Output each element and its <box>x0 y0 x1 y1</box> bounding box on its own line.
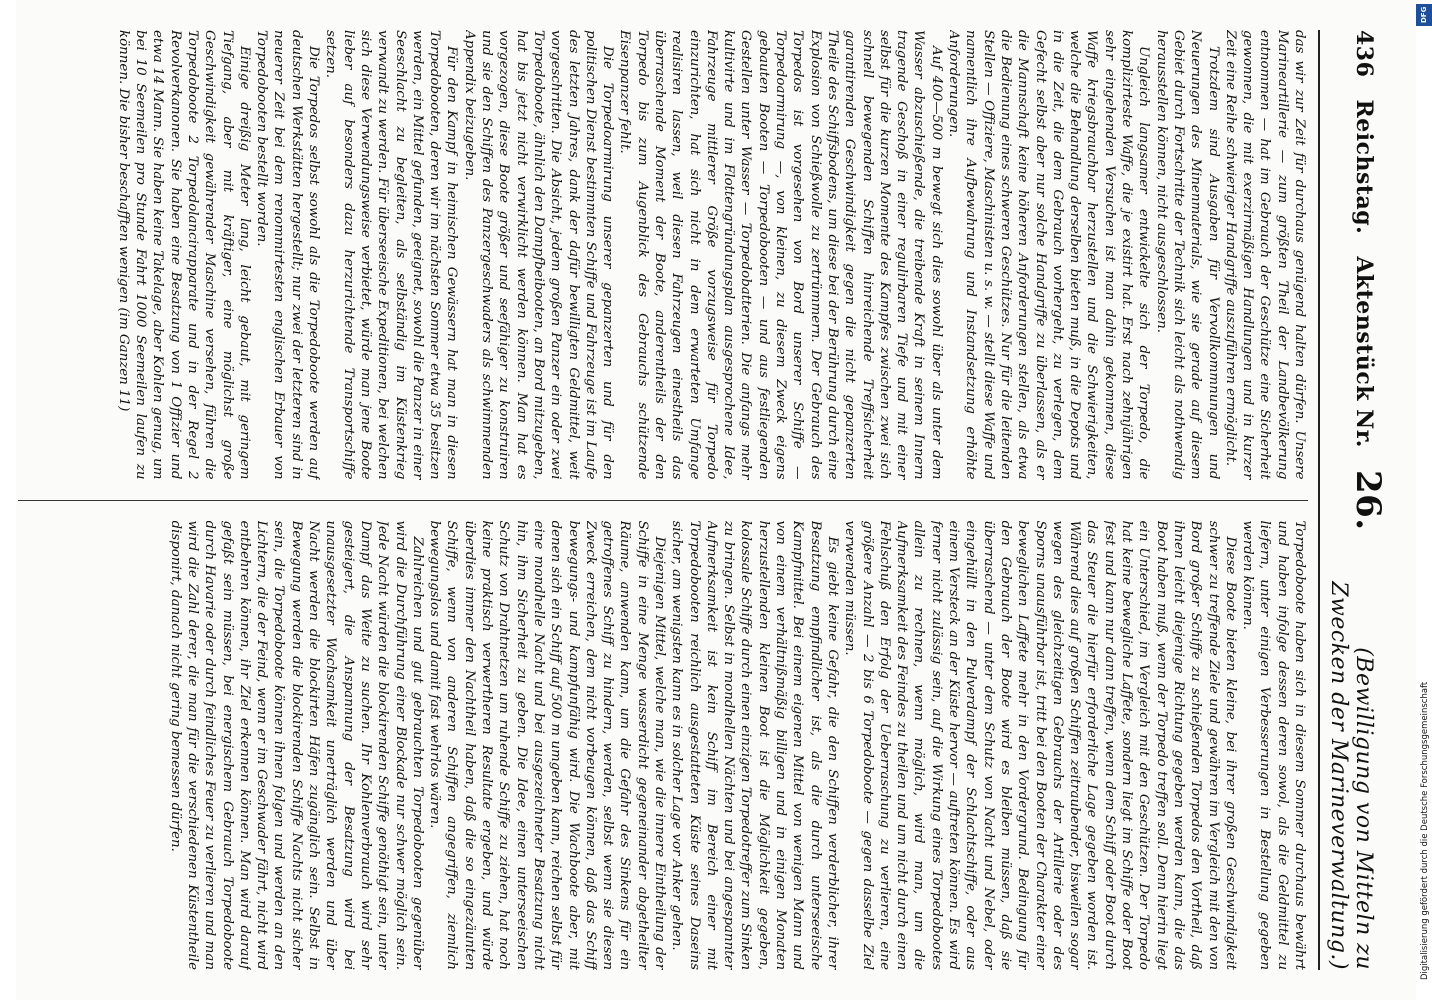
imprint-strip <box>1418 0 1432 1000</box>
header-left: Reichstag. <box>1351 99 1377 235</box>
paragraph: Torpedoboote haben sich in diesem Sommer durchaus bewährt und haben infolge dessen deren sowol, als die Geldmittel zu liefern, unter einigen Verbesserungen in Bestellung gegeben werden können. <box>1240 520 1307 970</box>
text-columns <box>18 30 1308 970</box>
text-column-left <box>18 30 1308 480</box>
paragraph: Einige dreißig Meter lang, leicht gebaut, mit geringem Tiefgang, aber mit kräftiger, eine möglichst große Geschwindigkeit gewährender Maschine versehen, führen die Torpedoboote 2 Torpedolancirapparate und in der Regel 2 Revolverkanonen. Sie haben eine Besatzung von 1 Offizier und etwa 14 Mann. Sie haben keine Takelage, aber Kohlen genug, um bei 10 Seemeilen pro Stunde Fahrt 1000 Seemeilen laufen zu können. Die bisher beschafften wenigen (im Ganzen 11) <box>115 30 252 480</box>
paragraph: Ungleich langsamer entwickelte sich der Torpedo, die komplizirteste Waffe, die je existirt hat. Erst nach zehnjährigen sehr eingehenden Versuchen ist man dahin gekommen, diese Waffe kriegsbrauchbar herzustellen und die Schwierigkeiten, welche die Behandlung derselben bieten muß, in die Depots und in die Zeit, die dem Gebrauch vorhergeht, zu verlegen, dem Gefecht selbst aber nur solche Handgriffe zu überlassen, als er die Mannschaft keine höheren Anforderungen stellen, als etwa die Bedienung eines schweren Geschützes. Nur für die leitenden Stellen — Offiziere, Maschinisten u. s. w. — stellt diese Waffe und namentlich ihre Aufbewahrung und Instandsetzung erhöhte Anforderungen. <box>946 30 1152 480</box>
paragraph: Für den Kampf in heimischen Gewässern hat man in diesen Torpedobooten, deren wir im nächsten Sommer etwa 35 besitzen werden, ein Mittel gefunden, geeignet, sowohl die Panzer in einer Seeschlacht zu begleiten, als selbständig im Küstenkrieg verwandt zu werden. Für überseeische Expeditionen, bei welchen sich diese Verwendungsweise verbietet, würde man jene Boote lieber auf besonders dazu herzurichtende Transportschiffe setzen. <box>323 30 460 480</box>
header-title: (Bewilligung von Mitteln zu Zwecken der Marineverwaltung.) <box>1326 581 1376 970</box>
paragraph: Es giebt keine Gefahr, die den Schiffen verderblicher, ihrer Besatzung empfindlicher ist, als die durch unterseeische Kampfmittel. Bei einem eigenen Mittel von wenigen Mann und von einem verhältnißmäßig billigen und in einigen Monaten herzustellenden kleinen Boot ist die Möglichkeit gegeben, kolossale Schiffe durch einen einzigen Torpedotreffer zum Sinken zu bringen. Selbst in mondhellen Nächten und bei angespannter Aufmerksamkeit ist kein Schiff im Bereich einer mit Torpedobooten reichlich ausgestatteten Küste seines Daseins sicher, am wenigsten kann es in solcher Lage vor Anker gehen. <box>669 520 840 970</box>
paragraph: Die Torpedoarmirung unserer gepanzerten und für den politischen Dienst bestimmten Schiffe und Fahrzeuge ist im Laufe des letzten Jahres, dank der dafür bewilligten Geldmittel, weit vorgeschritten. Die Absicht, jedem großen Panzer ein oder zwei Torpedoboote, ähnlich den Dampfbeibooten, an Bord mitzugeben, hat bis jetzt nicht verwirklicht werden können. Man hat es vorgezogen, diese Boote größer und seefähiger zu konstruiren und sie den Schiffen des Panzergeschwaders als schwimmenden Appendix beizugeben. <box>461 30 616 480</box>
scanned-page <box>16 0 1416 1000</box>
imprint-text: Digitalisierung gefördert durch die Deutsche Forschungsgemeinschaft <box>1420 681 1430 980</box>
page-header <box>1318 30 1388 970</box>
column-divider <box>18 500 1308 501</box>
paragraph: Diese Boote bieten kleine, bei ihrer großen Geschwindigkeit schwer zu treffende Ziele und gewähren im Vergleich mit den von Bord großer Schiffe zu schießenden Torpedos den Vortheil, daß ihnen leicht diejenige Richtung gegeben werden kann, die das Boot haben muß, wenn der Torpedo treffen soll. Denn hierin liegt ein Unterschied, im Vergleich mit den Geschützen. Der Torpedo hat keine bewegliche Laffete, sondern liegt im Schiffe oder Boot fest und kann nur dann treffen, wenn dem Schiff oder Boot durch das Steuer die hierfür erforderliche Lage gegeben worden ist. Während dies auf großen Schiffen zeitraubender, bisweilen sogar wegen des gleichzeitigen Gebrauchs der Artillerie oder des Sporns unausführbar ist, tritt bei den Booten der Charakter einer beweglichen Laffete mehr in den Vordergrund. Bedingung für den Gebrauch der Boote wird es bleiben müssen, daß sie überraschend — unter dem Schutz von Nacht und Nebel, oder eingehüllt in den Pulverdampf der Schlachtschiffe, oder aus einem Versteck an der Küste hervor — auftreten können. Es wird ferner nicht zulässig sein, auf die Wirkung eines Torpedobootes allein zu rechnen, wenn möglich, wird man, um die Aufmerksamkeit des Feindes zu theilen und um nicht durch einen Fehlschuß den Erfolg der Ueberraschung zu verlieren, eine größere Anzahl — 2 bis 6 Torpedoboote — gegen dasselbe Ziel verwenden müssen. <box>842 520 1238 970</box>
paragraph: Auf 400—500 m bewegt sich dies sowohl über als unter dem Wasser abzuschießende, die treibende Kraft in seinem Innern tragende Geschoß in einer regulirbaren Tiefe und mit einer selbst für die kurzen Momente des Kampfes zwischen zwei sich schnell bewegenden Schiffen hinreichende Treffsicherheit garantirenden Geschwindigkeit gegen die nicht gepanzerten Theile des Schiffsbodens, um diese bei der Berührung durch eine Explosion von Schießwolle zu zertrümmern. Der Gebrauch des Torpedos ist vorgesehen von Bord unserer Schiffe — Torpedoarmirung —, von kleinen, zu diesem Zweck eigens gebauten Booten — Torpedobooten — und aus festliegenden Gestellen unter Wasser — Torpedobatterien. Die anfangs mehr kultivirte und im Flottengründungsplan ausgesprochene Idee, Fahrzeuge mittlerer Größe vorzugsweise für Torpedo einzurichten, hat sich nicht in dem erwarteten Umfange realisiren lassen, weil diesen Fahrzeugen einestheils das überraschende Moment der Boote, anderentheils der den Torpedo bis zum Augenblick des Gebrauchs schützende Eisenpanzer fehlt. <box>617 30 944 480</box>
paragraph: Die Torpedos selbst sowohl als die Torpedoboote werden auf deutschen Werkstätten hergestellt; nur zwei der letzteren sind in neuerer Zeit bei dem renommirtesten englischen Erbauer von Torpedobooten bestellt worden. <box>254 30 322 480</box>
text-column-right <box>18 521 1308 971</box>
paragraph: das wir zur Zeit für durchaus genügend halten dürfen. Unsere Marineartillerie — zum größten Theil der Landbevölkerung entnommen — hat im Gebrauch der Geschütze eine Sicherheit gewonnen, die mit exerzirmäßigen Handlungen und in kurzer Zeit eine Reihe schwieriger Handgriffe auszuführen ermöglicht. <box>1222 30 1307 480</box>
paragraph: Zahlreichen und gut gebrauchten Torpedobooten gegenüber wird die Durchführung einer Blockade nur schwer möglich sein. Jede Nacht würden die blockirenden Schiffe genöthigt sein, unter Dampf das Weite zu suchen. Ihr Kohlenverbrauch wird sehr gesteigert, die Anspannung der Besatzung wird bei unausgesetzter Wachsamkeit unerträglich werden und über Nacht werden die blockirten Häfen zugänglich sein. Selbst in Bewegung werden die blockirenden Schiffe Nachts nicht sicher sein, die Torpedoboote können ihnen folgen und werden an den Lichtern, die der Feind, wenn er im Geschwader fährt, nicht wird entbehren können, ihr Ziel erkennen können. Man wird darauf gefaßt sein müssen, bei energischem Gebrauch Torpedoboote durch Havarie oder durch feindliches Feuer zu verlieren und man wird die Zahl derer, die man für die verschiedenen Küstentheile disponirt, danach nicht gering bemessen dürfen. <box>167 520 425 970</box>
paragraph: Trotzdem sind Ausgaben für Vervollkommnungen und Neuerungen des Minenmaterials, wie sie gerade auf diesem Gebiet durch Fortschritte der Technik sich leicht als nothwendig herausstellen können, nicht ausgeschlossen. <box>1153 30 1221 480</box>
dfg-logo: DFG <box>1416 4 1432 26</box>
header-doc-number: 26. <box>1348 469 1388 531</box>
paragraph: Diejenigen Mittel, welche man, wie die innere Eintheilung der Schiffe in eine Menge wasserdicht gegeneinander abgetheilter Räume, anwenden kann, um die Gefahr des Sinkens für ein getroffenes Schiff zu hindern, werden, selbst wenn sie diesen Zweck erreichen, dem nicht vorbeugen können, daß das Schiff bewegungs- und kampfunfähig wird. Die Wachboote aber, mit denen sich ein Schiff auf 500 m umgeben kann, reichen selbst für eine mondhelle Nacht und bei ausgezeichneter Besatzung nicht hin, ihm Sicherheit zu geben. Die Idee, einen unterseeischen Schutz von Drahtnetzen um ruhende Schiffe zu ziehen, hat noch keine praktisch verwertheren Resultate ergeben, und würde überdies immer den Nachtheil haben, daß die so eingezäunten Schiffe, wenn von anderen Schiffen angegriffen, ziemlich bewegungslos und damit fast wehrlos wären. <box>427 520 668 970</box>
header-doc: Aktenstück Nr. <box>1351 256 1377 448</box>
page-number: 436 <box>1351 30 1377 78</box>
